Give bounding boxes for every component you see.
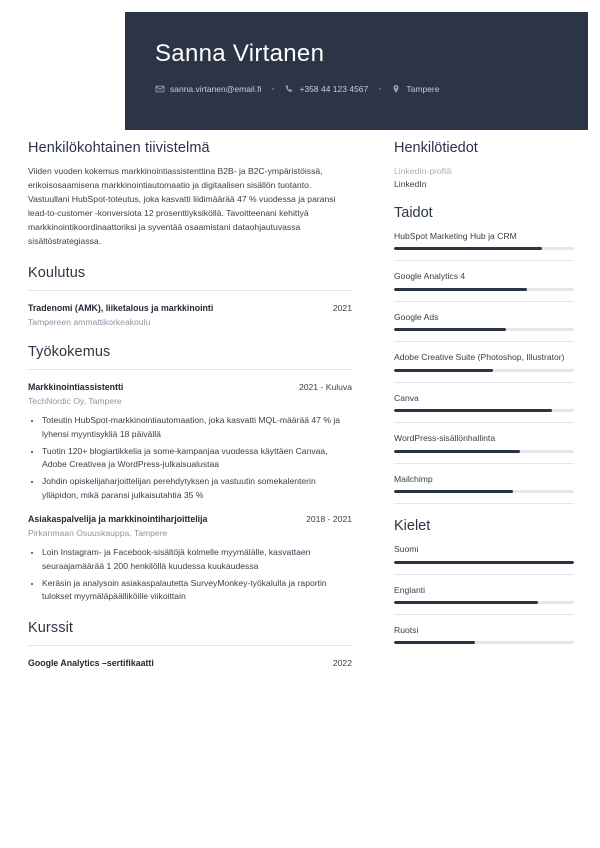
summary-text: Viiden vuoden kokemus markkinointiassistenttina B2B- ja B2C-ympäristöissä, erikoisosaamisena markkinointiautomaatio ja digitaalisen sisällön tuotanto. Vastuullani HubSpot-toteutus, joka kasvatti liidimäärää 47 % vuodessa ja paransi lead-to-customer -konversiota 12 prosenttiyksiköllä. Tavoitteenani kehittyä markkinointikoordinaattoriksi ja syventää osaamistani dataohjautuvassa sisältöstrategiassa. xyxy=(28,166,336,246)
skill-item xyxy=(394,392,574,412)
linkedin-link[interactable]: LinkedIn xyxy=(394,179,427,190)
education-entry-head xyxy=(28,302,352,314)
courses-title: Kurssit xyxy=(28,619,74,636)
list-item: • Keräsin ja analysoin asiakaspalautetta SurveyMonkey-työkalulla ja raportin tulokset myymäläpäälliköille viikoittain xyxy=(42,577,352,604)
contact-phone-text: +358 44 123 4567 xyxy=(299,84,369,94)
skill-label: Google Analytics 4 xyxy=(394,271,466,282)
linkedin-label: LinkedIn-profiili xyxy=(394,166,452,176)
skills-title: Taidot xyxy=(394,204,433,221)
skill-level-bar xyxy=(394,369,574,372)
language-item xyxy=(394,584,574,604)
language-label: Englanti xyxy=(394,584,426,595)
language-level-bar xyxy=(394,641,574,644)
experience-divider xyxy=(28,369,352,370)
contact-email-text: sanna.virtanen@email.fi xyxy=(170,84,262,94)
skill-divider xyxy=(394,463,574,464)
skill-level-bar xyxy=(394,450,574,453)
language-divider xyxy=(394,574,574,575)
skill-label: Adobe Creative Suite (Photoshop, Illustrator) xyxy=(394,352,565,363)
contact-separator-2: • xyxy=(378,84,382,94)
course-entry-date: 2022 xyxy=(332,657,352,668)
skill-level-bar xyxy=(394,247,574,250)
list-item: • Tuotin 120+ blogiartikkelia ja some-kampanjaa vuodessa käyttäen Canvaa, Adobe Creativea ja WordPress-julkaisualustaa xyxy=(42,445,352,472)
personal-link-item xyxy=(394,165,574,191)
skill-item xyxy=(394,230,574,250)
skill-item xyxy=(394,270,574,290)
experience-entry-subtitle: Pirkanmaan Osuuskauppa, Tampere xyxy=(28,528,168,539)
skill-item xyxy=(394,473,574,493)
language-label: Suomi xyxy=(394,544,419,555)
resume-header xyxy=(125,12,588,130)
education-title: Koulutus xyxy=(28,264,86,281)
language-item xyxy=(394,543,574,563)
list-item: • Toteutin HubSpot-markkinointiautomaation, joka kasvatti MQL-määrää 47 % ja lyhensi myyntisykliä 18 päivällä xyxy=(42,414,352,441)
language-label: Ruotsi xyxy=(394,624,419,635)
resume-body xyxy=(0,140,600,685)
location-pin-icon xyxy=(391,84,401,94)
experience-entry-title: Asiakaspalvelija ja markkinointiharjoittelija xyxy=(28,514,208,525)
contact-location[interactable] xyxy=(391,84,439,94)
experience-entry xyxy=(28,381,352,502)
skill-level-bar xyxy=(394,409,574,412)
skill-label: Google Ads xyxy=(394,311,439,322)
skill-label: Mailchimp xyxy=(394,473,433,484)
experience-entry-date: 2021 - Kuluva xyxy=(298,381,352,392)
right-column xyxy=(380,140,600,685)
skill-divider xyxy=(394,260,574,261)
skill-label: Canva xyxy=(394,392,419,403)
contact-separator-1: • xyxy=(271,84,275,94)
page-title: Sanna Virtanen xyxy=(155,40,325,67)
course-entry-title: Google Analytics –sertifikaatti xyxy=(28,657,154,668)
skill-divider xyxy=(394,503,574,504)
course-entry xyxy=(28,657,352,669)
envelope-icon xyxy=(155,84,165,94)
experience-title: Työkokemus xyxy=(28,343,111,360)
section-education xyxy=(28,265,352,328)
skill-label: WordPress-sisällönhallinta xyxy=(394,433,496,444)
skill-level-bar xyxy=(394,288,574,291)
experience-entry-head xyxy=(28,381,352,393)
education-entry-title: Tradenomi (AMK), liiketalous ja markkinointi xyxy=(28,302,214,313)
skill-divider xyxy=(394,382,574,383)
contact-phone[interactable] xyxy=(284,84,368,94)
skill-level-bar xyxy=(394,490,574,493)
course-entry-head xyxy=(28,657,352,669)
education-entry-subtitle: Tampereen ammattikorkeakoulu xyxy=(28,316,151,327)
skill-divider xyxy=(394,422,574,423)
skill-label: HubSpot Marketing Hub ja CRM xyxy=(394,230,517,241)
section-languages xyxy=(394,518,574,644)
section-experience xyxy=(28,344,352,604)
summary-title: Henkilökohtainen tiivistelmä xyxy=(28,140,210,156)
skill-item xyxy=(394,432,574,452)
contact-email[interactable] xyxy=(155,84,261,94)
contact-location-text: Tampere xyxy=(406,84,440,94)
personal-details-title: Henkilötiedot xyxy=(394,140,478,156)
education-entry-date: 2021 xyxy=(332,302,352,313)
experience-bullets xyxy=(28,546,352,603)
list-item: • Johdin opiskelijaharjoittelijan perehdytyksen ja vastuutin somekalenterin ylläpidon, mikä paransi julkaisutahtia 35 % xyxy=(42,475,352,502)
experience-entry-subtitle: TechNordic Oy, Tampere xyxy=(28,396,122,407)
experience-entry-title: Markkinointiassistentti xyxy=(28,381,124,392)
contact-row xyxy=(155,84,558,94)
section-courses xyxy=(28,620,352,669)
language-level-bar xyxy=(394,601,574,604)
section-personal-details xyxy=(394,140,574,191)
experience-entry xyxy=(28,513,352,604)
left-column xyxy=(0,140,380,685)
phone-icon xyxy=(284,84,294,94)
experience-entry-head xyxy=(28,513,352,525)
language-level-bar xyxy=(394,561,574,564)
section-summary xyxy=(28,140,352,249)
skill-level-bar xyxy=(394,328,574,331)
skill-item xyxy=(394,351,574,371)
experience-entry-date: 2018 - 2021 xyxy=(306,514,352,525)
courses-divider xyxy=(28,645,352,646)
language-divider xyxy=(394,614,574,615)
education-entry xyxy=(28,302,352,328)
skill-divider xyxy=(394,341,574,342)
education-divider xyxy=(28,290,352,291)
section-skills xyxy=(394,205,574,504)
language-item xyxy=(394,624,574,644)
list-item: • Loin Instagram- ja Facebook-sisältöjä kolmelle myymälälle, kasvattaen seuraajamäärää 1 200 henkilöllä kuudessa kuukaudessa xyxy=(42,546,352,573)
languages-title: Kielet xyxy=(394,518,431,535)
experience-bullets xyxy=(28,414,352,502)
skill-divider xyxy=(394,301,574,302)
skill-item xyxy=(394,311,574,331)
